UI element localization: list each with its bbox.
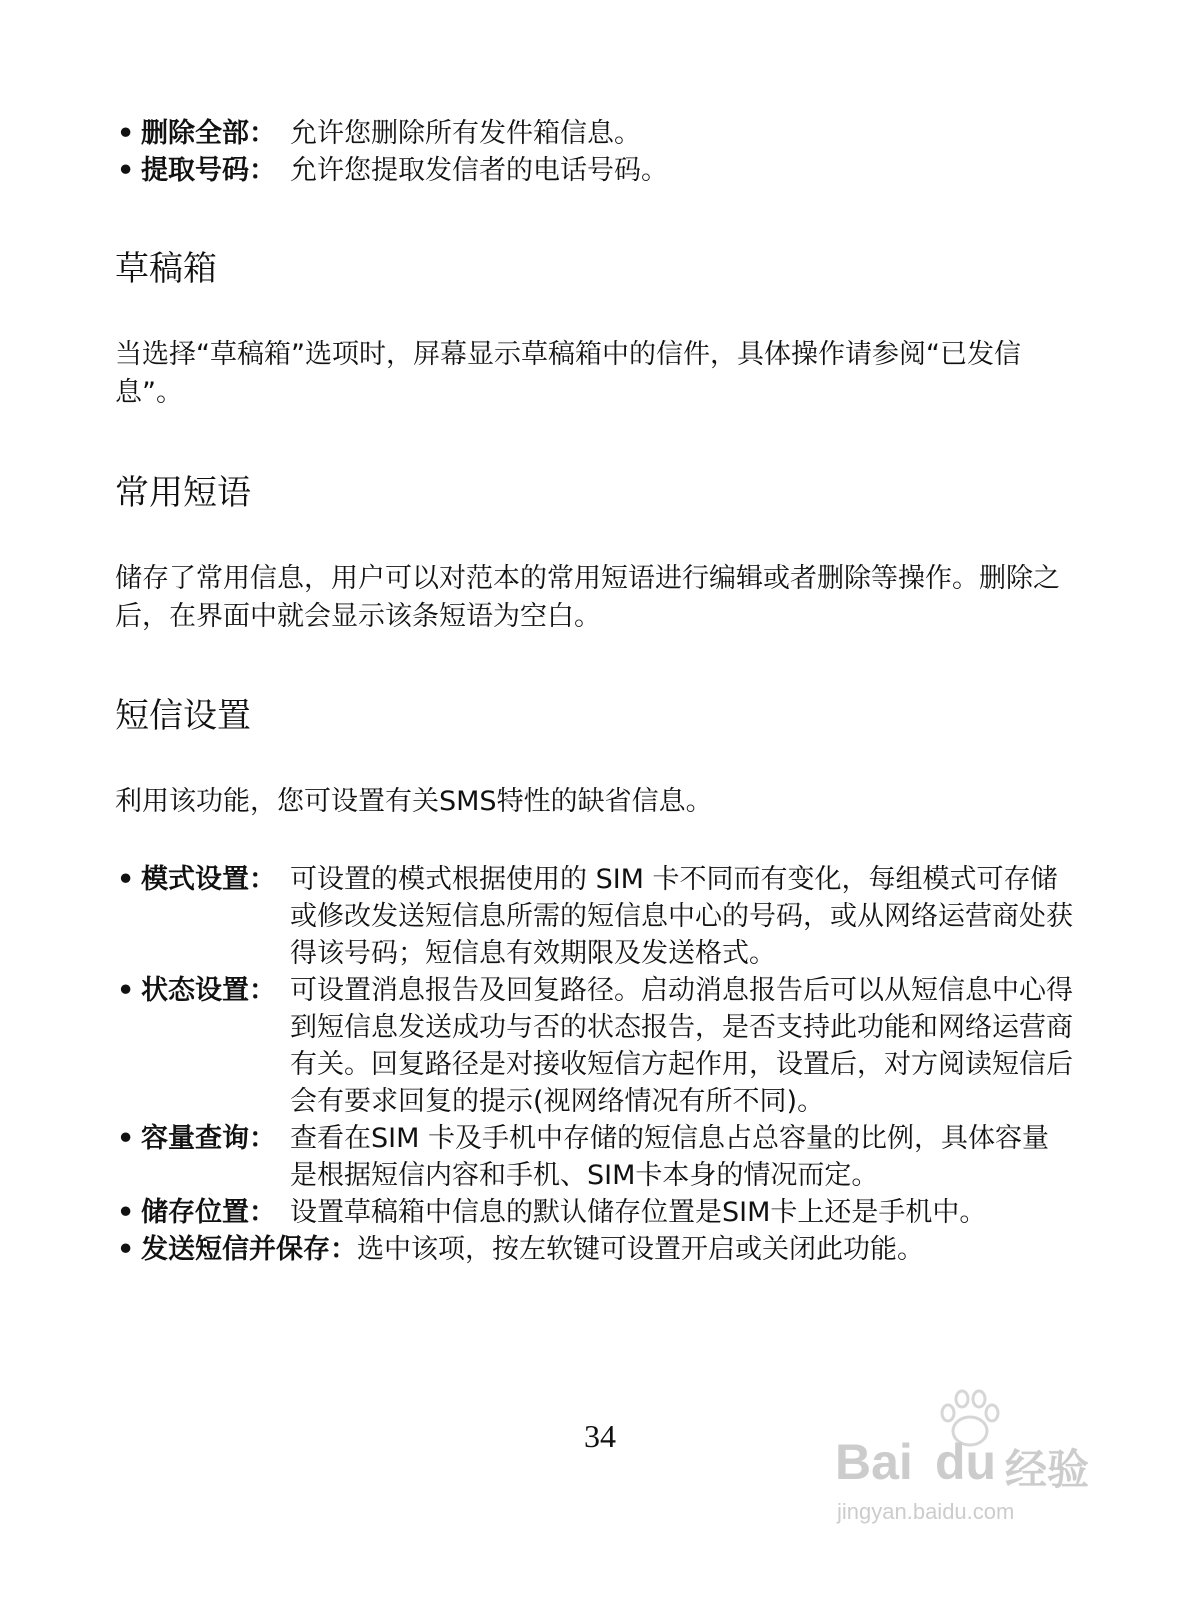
- item-description: 可设置消息报告及回复路径。启动消息报告后可以从短信息中心得到短信息发送成功与否的状态报告，是否支持此功能和网络运营商有关。回复路径是对接收短信方起作用，设置后，对方阅读短信后会有要求回复的提示(视网络情况有所不同)。: [290, 975, 1073, 1117]
- bullet-icon: •: [117, 1123, 135, 1154]
- list-item: [115, 861, 1075, 972]
- bullet-icon: •: [117, 118, 135, 149]
- item-term: 发送短信并保存：: [141, 1234, 357, 1265]
- list-item: [115, 115, 1075, 152]
- watermark-brand-2: du: [935, 1434, 997, 1490]
- section-body-phrases: 储存了常用信息，用户可以对范本的常用短语进行编辑或者删除等操作。删除之后，在界面中就会显示该条短语为空白。: [115, 563, 1060, 632]
- item-term: 储存位置：: [141, 1197, 276, 1228]
- bullet-icon: •: [117, 155, 135, 186]
- settings-bullet-list: [115, 861, 1075, 1268]
- bullet-icon: •: [117, 864, 135, 895]
- item-description: 查看在SIM 卡及手机中存储的短信息占总容量的比例，具体容量是根据短信内容和手机、SIM卡本身的情况而定。: [290, 1123, 1049, 1191]
- section-body-sms-settings: 利用该功能，您可设置有关SMS特性的缺省信息。: [115, 786, 713, 817]
- item-description: 可设置的模式根据使用的 SIM 卡不同而有变化，每组模式可存储或修改发送短信息所需的短信息中心的号码，或从网络运营商处获得该号码；短信息有效期限及发送格式。: [290, 864, 1073, 969]
- item-term: 容量查询：: [141, 1123, 276, 1154]
- item-term: 提取号码：: [141, 155, 276, 186]
- section-heading-drafts: 草稿箱: [115, 249, 217, 289]
- list-item: [115, 152, 1075, 189]
- bullet-icon: •: [117, 1234, 135, 1265]
- list-item: [115, 972, 1075, 1120]
- item-term: 模式设置：: [141, 864, 276, 895]
- list-item: [115, 1231, 1075, 1268]
- item-term: 删除全部：: [141, 118, 276, 149]
- baidu-watermark: [835, 1385, 1115, 1525]
- item-description: 允许您提取发信者的电话号码。: [290, 155, 668, 186]
- section-body-drafts: 当选择“草稿箱”选项时，屏幕显示草稿箱中的信件，具体操作请参阅“已发信息”。: [115, 339, 1021, 408]
- item-description: 选中该项，按左软键可设置开启或关闭此功能。: [357, 1234, 924, 1265]
- item-description: 设置草稿箱中信息的默认储存位置是SIM卡上还是手机中。: [290, 1197, 987, 1228]
- watermark-label: 经验: [1005, 1446, 1090, 1493]
- section-heading-phrases: 常用短语: [115, 473, 251, 513]
- item-description: 允许您删除所有发件箱信息。: [290, 118, 641, 149]
- item-term: 状态设置：: [141, 975, 276, 1006]
- bullet-icon: •: [117, 1197, 135, 1228]
- page-number: 34: [584, 1418, 616, 1454]
- top-bullet-list: [115, 115, 1075, 189]
- watermark-brand: Bai: [835, 1434, 913, 1490]
- bullet-icon: •: [117, 975, 135, 1006]
- section-heading-sms-settings: 短信设置: [115, 696, 251, 736]
- list-item: [115, 1120, 1075, 1194]
- watermark-url: jingyan.baidu.com: [837, 1499, 1015, 1524]
- list-item: [115, 1194, 1075, 1231]
